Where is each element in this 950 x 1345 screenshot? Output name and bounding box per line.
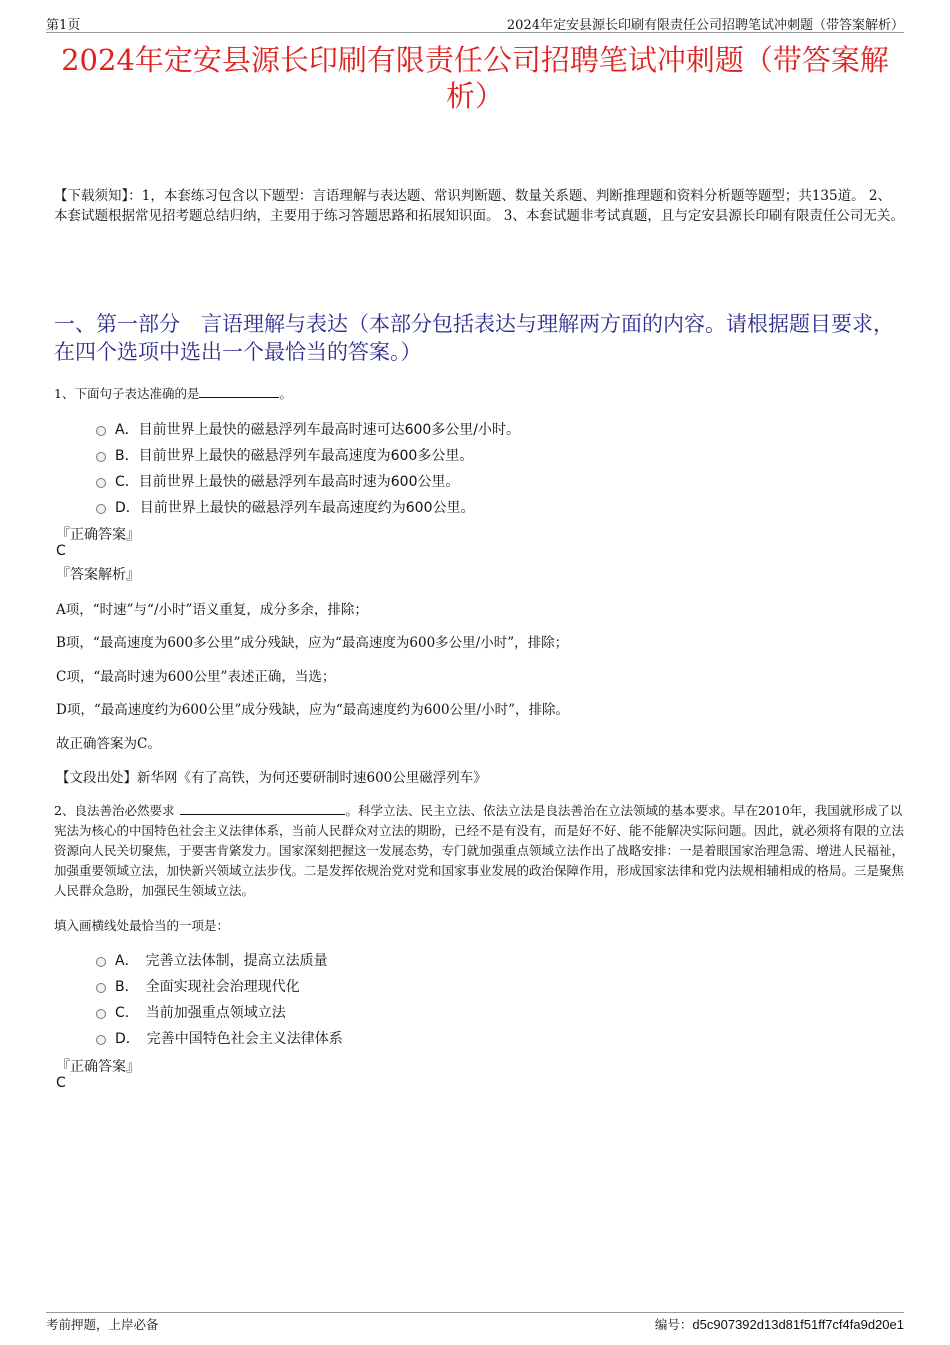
stem-text: 1、下面句子表达准确的是 — [54, 386, 200, 401]
q1-analysis-b: B项，“最高速度为600多公里”成分残缺，应为“最高速度为600多公里/小时”，排除； — [56, 635, 569, 651]
option-label: D． 完善中国特色社会主义法律体系 — [115, 1031, 343, 1047]
page-header — [46, 14, 904, 33]
radio-icon[interactable] — [96, 478, 106, 488]
radio-icon[interactable] — [96, 983, 106, 993]
q2-answer-label: 『正确答案』 — [56, 1059, 140, 1075]
q2-option-b[interactable] — [96, 976, 300, 996]
radio-icon[interactable] — [96, 1009, 106, 1019]
radio-icon[interactable] — [96, 504, 106, 514]
answer-blank — [180, 802, 345, 815]
stem-text: 。科学立法、民主立法、依法立法是良法善治在立法领域的基本要求。早在2010年，我国就形成了以宪法为核心的中国特色社会主义法律体系，当前人民群众对立法的期盼，已经不是有没有，而是好不好、能不能解决实际问题。因此，就必须将有限的立法资源向人民关切聚焦，于要害肯綮发力。国家深刻把握这一发展态势，专门就加强重点领域立法作出了战略安排：一是着眼国家治理急需、增进人民福祉，加强重要领域立法，加快新兴领域立法步伐。二是发挥依规治党对党和国家事业发展的政治保障作用，形成国家法律和党内法规相辅相成的格局。三是聚焦人民群众急盼，加强民生领域立法。 — [54, 803, 905, 898]
q1-option-b[interactable] — [96, 445, 473, 465]
question-2-stem — [54, 801, 904, 901]
code-label: 编号： — [654, 1317, 693, 1332]
download-notice: 【下载须知】：1，本套练习包含以下题型：言语理解与表达题、常识判断题、数量关系题、判断推理题和资料分析题等题型；共135道。 2、本套试题根据常见招考题总结归纳，主要用于练习答题思路和拓展知识面。 3、本套试题非考试真题，且与定安县源长印刷有限责任公司无关。 — [54, 188, 904, 224]
page-number: 第1页 — [46, 18, 81, 33]
q1-source: 【文段出处】新华网《有了高铁，为何还要研制时速600公里磁浮列车》 — [56, 770, 487, 786]
stem-end: 。 — [279, 386, 292, 401]
section-heading: 一、第一部分 言语理解与表达（本部分包括表达与理解两方面的内容。请根据题目要求，在四个选项中选出一个最恰当的答案。） — [54, 312, 894, 364]
option-label: D．目前世界上最快的磁悬浮列车最高速度约为600公里。 — [115, 500, 475, 516]
q1-analysis-label: 『答案解析』 — [56, 567, 140, 583]
q1-option-d[interactable] — [96, 497, 475, 517]
q1-conclusion: 故正确答案为C。 — [56, 736, 161, 752]
page-footer — [46, 1312, 904, 1333]
option-label: C．目前世界上最快的磁悬浮列车最高时速为600公里。 — [115, 474, 460, 490]
q1-answer: C — [56, 543, 66, 559]
q2-option-c[interactable] — [96, 1002, 286, 1022]
footer-slogan: 考前押题，上岸必备 — [46, 1317, 159, 1332]
q2-answer: C — [56, 1075, 66, 1091]
q2-prompt: 填入画横线处最恰当的一项是： — [54, 918, 230, 933]
radio-icon[interactable] — [96, 1035, 106, 1045]
document-title: 2024年定安县源长印刷有限责任公司招聘笔试冲刺题（带答案解析） — [61, 43, 889, 113]
document-code — [655, 1315, 904, 1333]
option-label: B．目前世界上最快的磁悬浮列车最高速度为600多公里。 — [115, 448, 474, 464]
q1-analysis-c: C项，“最高时速为600公里”表述正确，当选； — [56, 669, 336, 685]
option-label: C． 当前加强重点领域立法 — [115, 1005, 286, 1021]
radio-icon[interactable] — [96, 452, 106, 462]
q1-analysis-a: A项，“时速”与“/小时”语义重复，成分多余，排除； — [56, 602, 368, 618]
option-label: A．目前世界上最快的磁悬浮列车最高时速可达600多公里/小时。 — [115, 422, 521, 438]
q1-option-a[interactable] — [96, 419, 520, 439]
code-value: d5c907392d13d81f51ff7cf4fa9d20e1 — [692, 1317, 904, 1332]
q1-option-c[interactable] — [96, 471, 460, 491]
header-title: 2024年定安县源长印刷有限责任公司招聘笔试冲刺题（带答案解析） — [506, 18, 904, 33]
q2-option-a[interactable] — [96, 950, 328, 970]
question-1-stem — [54, 384, 292, 402]
q2-option-d[interactable] — [96, 1028, 343, 1048]
radio-icon[interactable] — [96, 957, 106, 967]
answer-blank — [199, 385, 279, 398]
stem-start: 2、良法善治必然要求 — [54, 803, 175, 818]
q1-analysis-d: D项，“最高速度约为600公里”成分残缺，应为“最高速度约为600公里/小时”，排除。 — [56, 702, 570, 718]
option-label: B． 全面实现社会治理现代化 — [115, 979, 300, 995]
option-label: A． 完善立法体制，提高立法质量 — [115, 953, 328, 969]
q1-answer-label: 『正确答案』 — [56, 527, 140, 543]
radio-icon[interactable] — [96, 426, 106, 436]
